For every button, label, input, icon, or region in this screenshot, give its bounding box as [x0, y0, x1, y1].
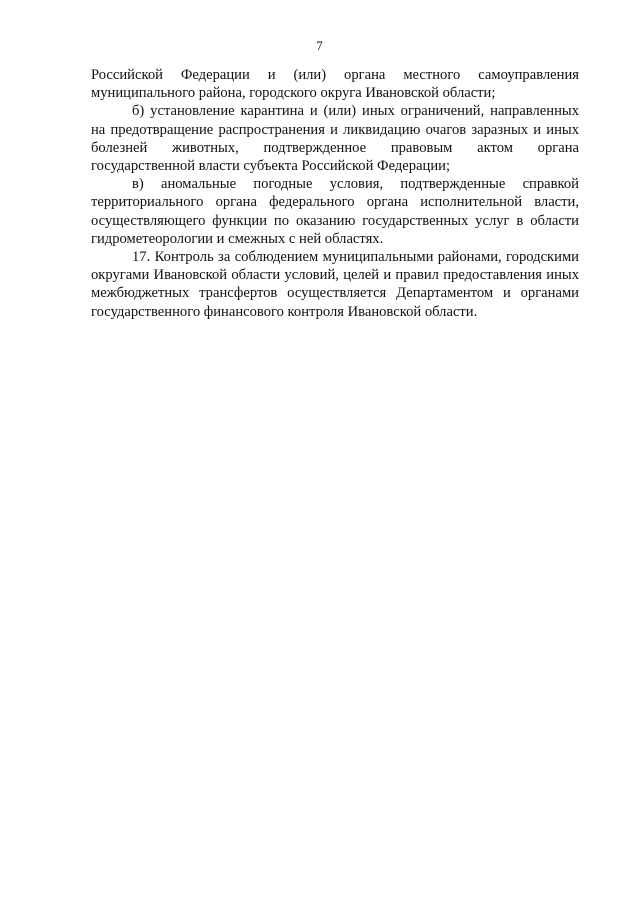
paragraph-continuation: Российской Федерации и (или) органа местного самоуправления муниципального района, городского округа Ивановской области;: [91, 67, 579, 102]
paragraph-item-b: б) установление карантина и (или) иных ограничений, направленных на предотвращение распространения и ликвидацию очагов заразных и иных болезней животных, подтвержденное правовым актом органа государственной власти субъекта Российской Федерации;: [91, 103, 579, 175]
document-body: [91, 66, 579, 321]
page-number: 7: [316, 38, 323, 53]
paragraph-17: 17. Контроль за соблюдением муниципальными районами, городскими округами Ивановской области условий, целей и правил предоставления иных межбюджетных трансфертов осуществляется Департаментом и органами государственного финансового контроля Ивановской области.: [91, 249, 579, 320]
paragraph-item-v: в) аномальные погодные условия, подтвержденные справкой территориального органа федерального органа исполнительной власти, осуществляющего функции по оказанию государственных услуг в области гидрометеорологии и смежных с ней областях.: [91, 176, 579, 247]
